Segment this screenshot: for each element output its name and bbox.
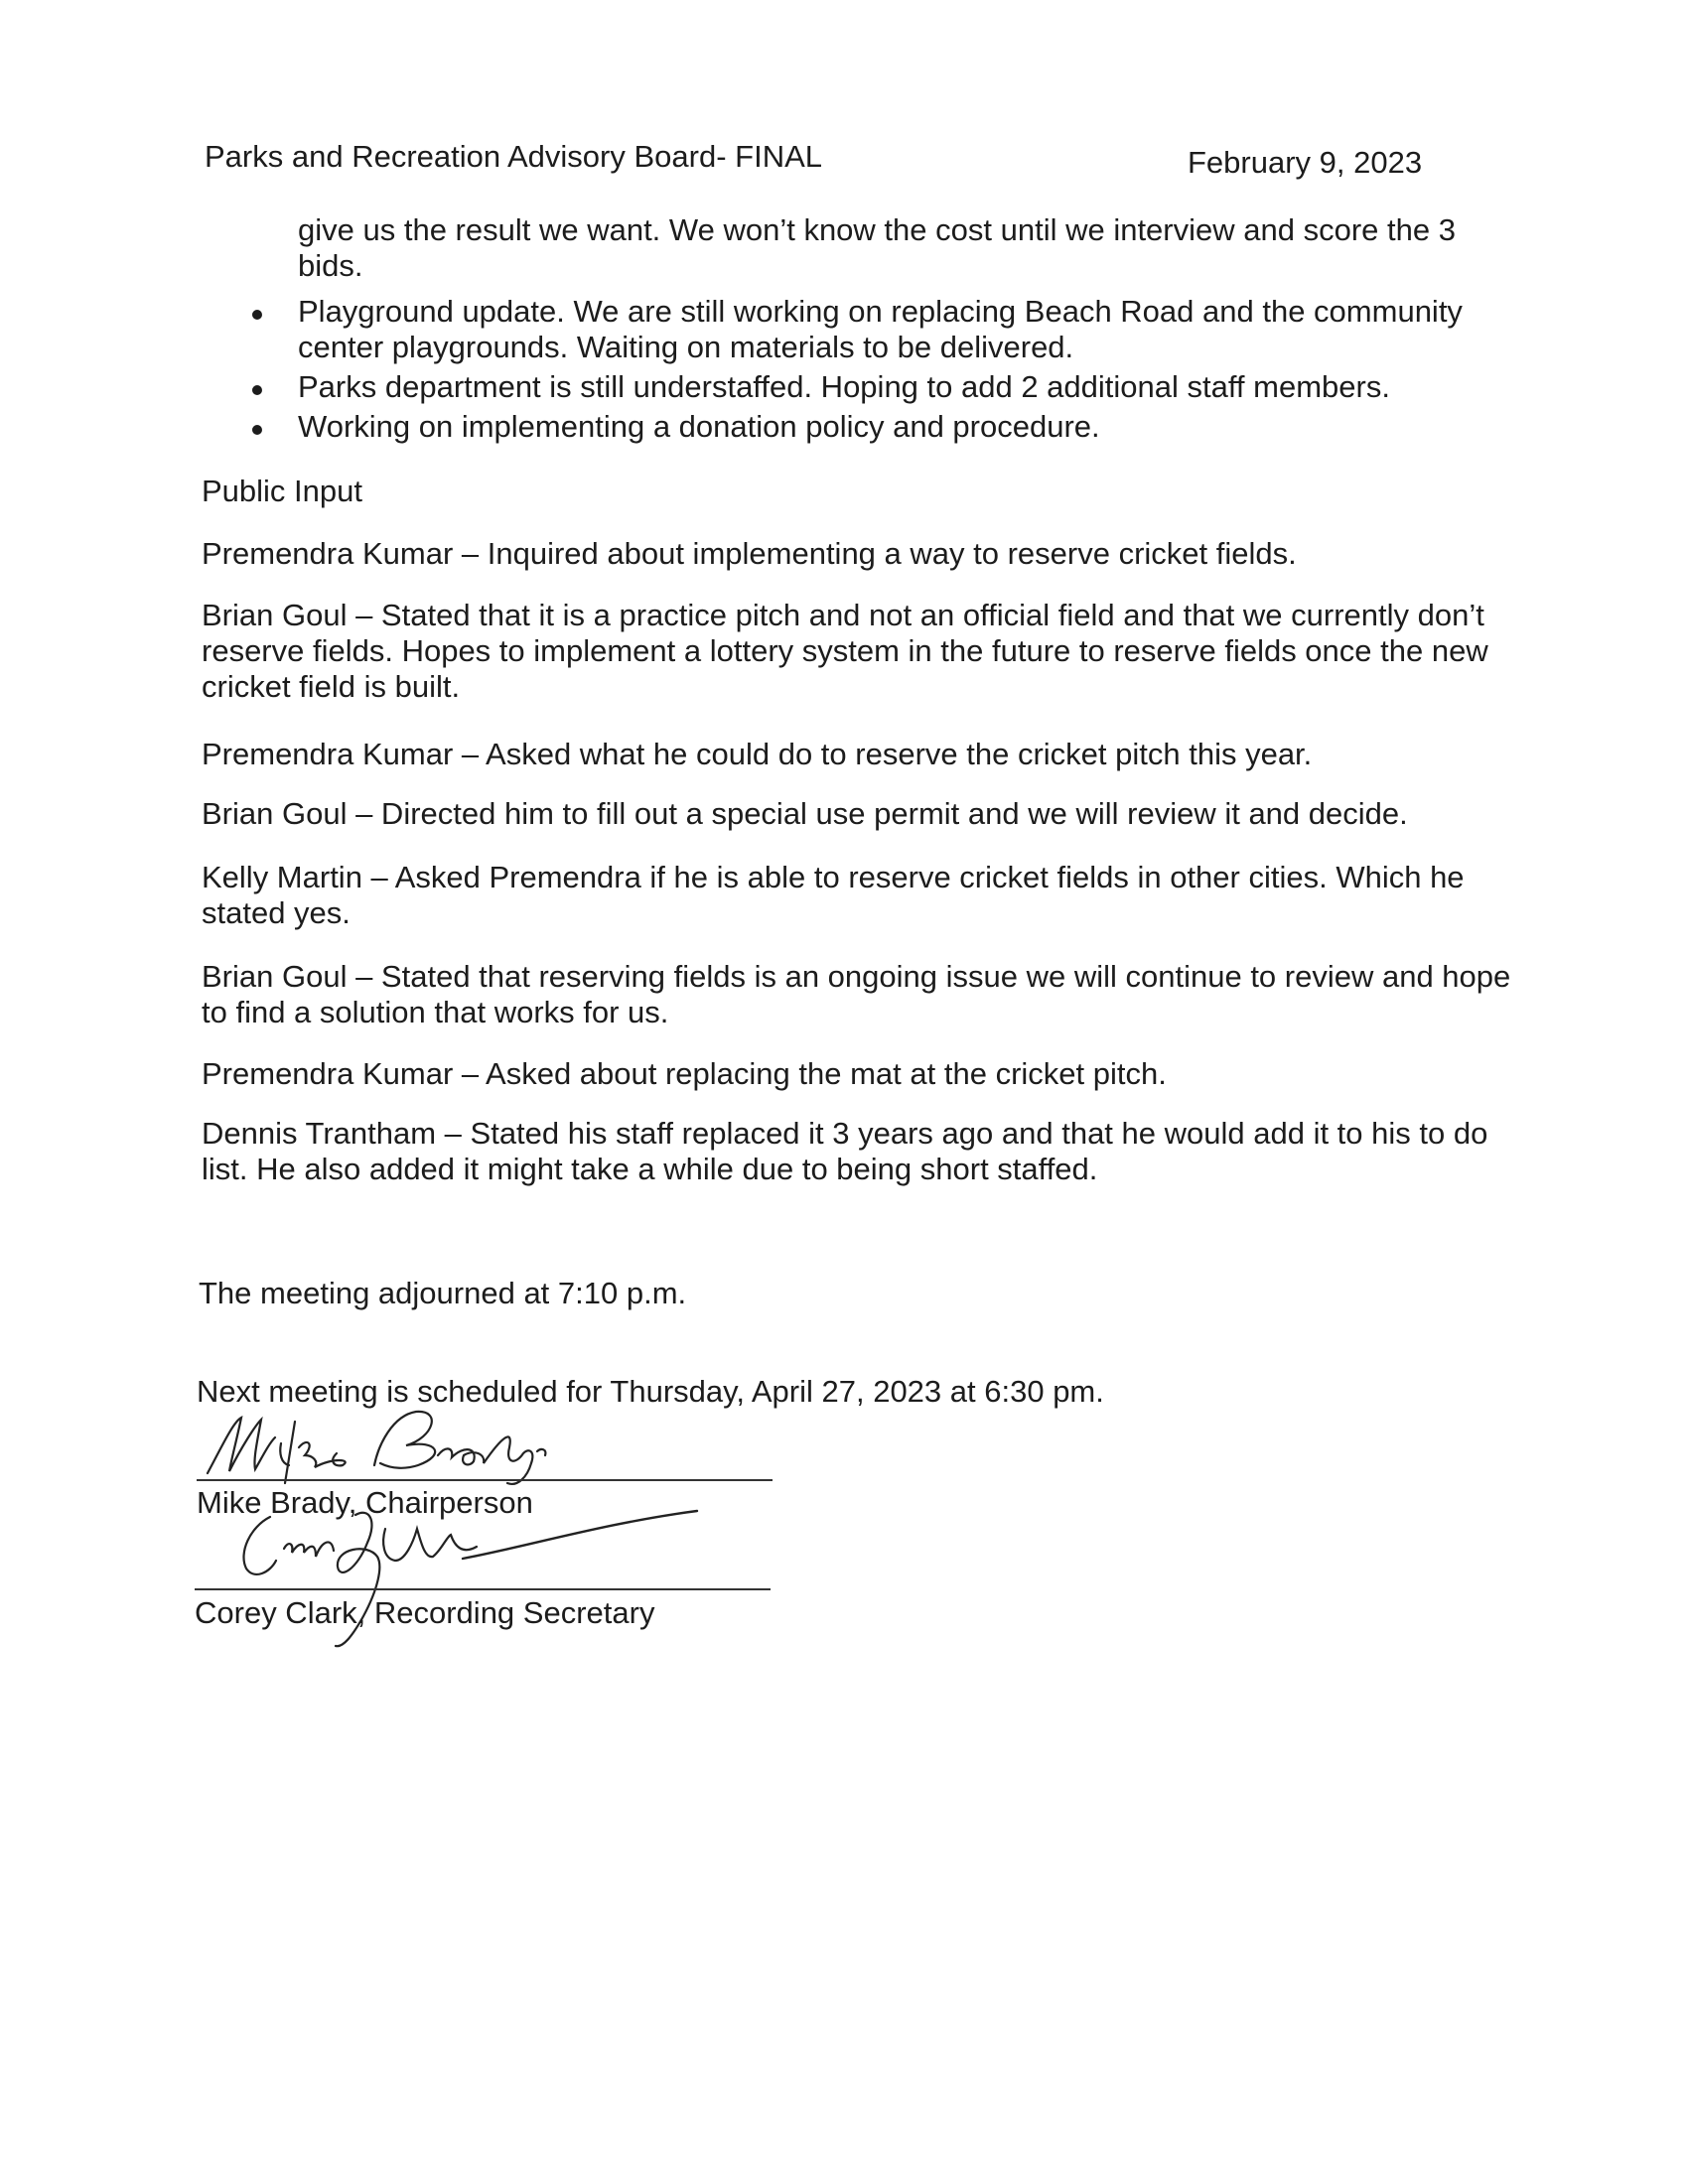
public-input-entry: Dennis Trantham – Stated his staff replaced it 3 years ago and that he would add it to his to do list. He also added it might take a while due to being short staffed. xyxy=(202,1116,1488,1186)
adjournment-line: The meeting adjourned at 7:10 p.m. xyxy=(199,1276,687,1310)
chairperson-label: Mike Brady, Chairperson xyxy=(197,1485,533,1520)
document-header-date: February 9, 2023 xyxy=(1188,145,1423,180)
chairperson-signature-line xyxy=(197,1479,773,1481)
public-input-entry: Premendra Kumar – Inquired about implementing a way to reserve cricket fields. xyxy=(202,536,1297,571)
secretary-signature-line xyxy=(195,1588,771,1590)
chairperson-signature xyxy=(204,1408,581,1487)
public-input-entry: Premendra Kumar – Asked what he could do to reserve the cricket pitch this year. xyxy=(202,737,1313,771)
public-input-entry: Brian Goul – Directed him to fill out a special use permit and we will review it and decide. xyxy=(202,796,1408,831)
secretary-label: Corey Clark, Recording Secretary xyxy=(195,1595,655,1630)
continued-paragraph: give us the result we want. We won’t know the cost until we interview and score the 3 bids. xyxy=(298,212,1456,283)
public-input-entry: Brian Goul – Stated that it is a practice pitch and not an official field and that we currently don’t reserve fields. Hopes to implement a lottery system in the future to reserve fields once the new cricket field is built. xyxy=(202,598,1488,704)
public-input-entry: Brian Goul – Stated that reserving fields is an ongoing issue we will continue to review and hope to find a solution that works for us. xyxy=(202,959,1511,1029)
bullet-item: Playground update. We are still working on replacing Beach Road and the community center playgrounds. Waiting on materials to be delivered. xyxy=(199,294,1519,365)
public-input-entry: Kelly Martin – Asked Premendra if he is able to reserve cricket fields in other cities. Which he stated yes. xyxy=(202,860,1465,930)
public-input-heading: Public Input xyxy=(202,474,362,508)
bullet-item: Working on implementing a donation policy and procedure. xyxy=(199,409,1519,445)
next-meeting-line: Next meeting is scheduled for Thursday, April 27, 2023 at 6:30 pm. xyxy=(197,1374,1104,1409)
secretary-signature xyxy=(228,1507,715,1656)
bullet-item: Parks department is still understaffed. Hoping to add 2 additional staff members. xyxy=(199,369,1519,405)
update-bullet-list xyxy=(199,294,1519,449)
public-input-entry: Premendra Kumar – Asked about replacing the mat at the cricket pitch. xyxy=(202,1056,1167,1091)
document-header-title: Parks and Recreation Advisory Board- FINAL xyxy=(205,139,822,174)
